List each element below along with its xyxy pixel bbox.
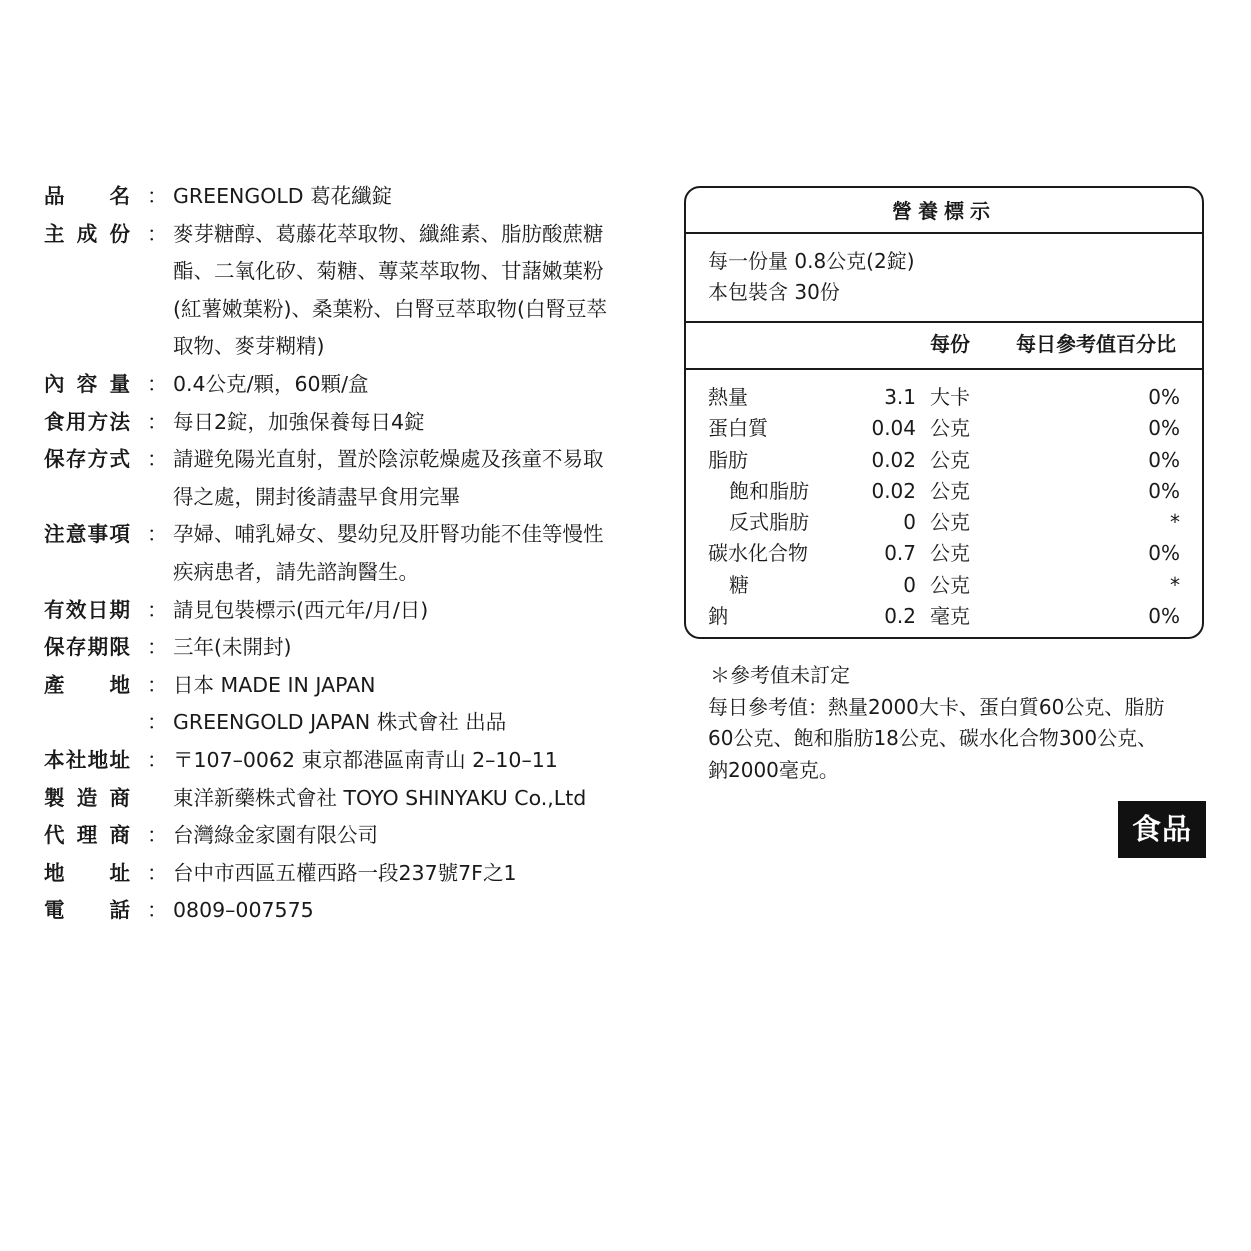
nutrient-name: 飽和脂肪 (729, 478, 809, 503)
spec-row (44, 592, 644, 630)
spec-row (44, 178, 644, 216)
star-footnote: ＊參考值未訂定 (710, 663, 850, 687)
spec-value: 三年(未開封) (173, 635, 292, 660)
nutrient-amount: 0 (903, 572, 916, 597)
nutrient-unit: 毫克 (930, 604, 970, 629)
spec-row (44, 441, 644, 516)
spec-value: 台中市西區五權西路一段237號7F之1 (173, 860, 517, 885)
nutrient-daily-value: * (1170, 572, 1180, 597)
spec-row (44, 667, 644, 705)
nutrient-amount: 0.02 (871, 478, 916, 503)
spec-colon: ： (147, 823, 168, 848)
spec-label: 製 造 商 (44, 785, 130, 810)
serving-size: 每一份量 0.8公克(2錠) (708, 249, 915, 273)
nutrient-unit: 大卡 (930, 385, 970, 409)
spec-row (44, 216, 644, 366)
spec-row (44, 704, 644, 742)
nutrient-amount: 0.7 (884, 541, 916, 566)
spec-value: 東洋新藥株式會社 TOYO SHINYAKU Co.,Ltd (173, 785, 587, 810)
spec-colon: ： (147, 898, 168, 923)
nutrient-name: 熱量 (708, 385, 748, 409)
nutrient-name: 碳水化合物 (708, 541, 808, 566)
nutrient-row (708, 507, 1180, 538)
nutrient-unit: 公克 (930, 478, 970, 503)
col-header-daily-value: 每日參考值百分比 (1016, 332, 1176, 356)
daily-reference-note: 每日參考值：熱量2000大卡、蛋白質60公克、脂肪 60公克、飽和脂肪18公克、碳水化合物300公克、 鈉2000毫克。 (708, 694, 1165, 782)
spec-colon: ： (147, 184, 168, 208)
nutrient-name: 鈉 (708, 604, 728, 629)
divider (686, 232, 1202, 234)
nutrient-row (708, 382, 1180, 413)
spec-label: 主 成 份 (44, 221, 130, 246)
spec-colon: ： (147, 672, 168, 697)
nutrient-daily-value: * (1170, 510, 1180, 535)
nutrient-amount: 0.04 (871, 416, 916, 441)
nutrient-name: 蛋白質 (708, 416, 768, 441)
spec-colon: ： (147, 747, 168, 772)
divider (686, 368, 1202, 370)
spec-label: 代 理 商 (44, 823, 130, 848)
nutrient-row (708, 445, 1180, 476)
spec-value: 〒107–0062 東京都港區南青山 2–10–11 (173, 747, 558, 772)
spec-label: 品 名 (44, 184, 130, 208)
spec-row (44, 516, 644, 591)
spec-label: 內 容 量 (44, 371, 130, 396)
nutrient-unit: 公克 (930, 572, 970, 597)
spec-row (44, 892, 644, 930)
nutrient-unit: 公克 (930, 541, 970, 566)
spec-colon: ： (147, 522, 168, 547)
nutrient-amount: 0 (903, 510, 916, 535)
spec-colon: ： (147, 409, 168, 434)
spec-colon: ： (147, 447, 168, 472)
nutrient-amount: 0.02 (871, 447, 916, 472)
spec-label: 保 存 期 限 (44, 635, 130, 660)
spec-value: 日本 MADE IN JAPAN (173, 672, 376, 697)
nutrient-row (708, 601, 1180, 632)
spec-value: 請見包裝標示(西元年/月/日) (173, 597, 429, 622)
serving-info (708, 246, 915, 308)
nutrient-name: 糖 (729, 572, 749, 597)
nutrient-daily-value: 0% (1148, 541, 1180, 566)
nutrient-list (708, 382, 1180, 632)
spec-row (44, 855, 644, 893)
spec-label: 地 址 (44, 860, 130, 885)
spec-label: 食 用 方 法 (44, 409, 130, 434)
nutrient-daily-value: 0% (1148, 604, 1180, 629)
spec-row (44, 404, 644, 442)
spec-value: 0.4公克/顆，60顆/盒 (173, 371, 369, 396)
nutrient-amount: 3.1 (884, 385, 916, 409)
spec-colon: ： (147, 221, 168, 246)
nutrition-notes (708, 660, 1208, 786)
nutrient-row (708, 413, 1180, 444)
product-spec-list (44, 178, 644, 930)
spec-label: 注 意 事 項 (44, 522, 130, 547)
nutrient-unit: 公克 (930, 416, 970, 441)
nutrient-daily-value: 0% (1148, 385, 1180, 409)
spec-colon: ： (147, 597, 168, 622)
spec-value: 0809–007575 (173, 898, 314, 923)
nutrient-unit: 公克 (930, 447, 970, 472)
spec-row (44, 629, 644, 667)
spec-label: 有 效 日 期 (44, 597, 130, 622)
spec-label: 保 存 方 式 (44, 447, 130, 472)
food-badge: 食品 (1118, 801, 1206, 858)
nutrient-name: 反式脂肪 (729, 510, 809, 535)
spec-row (44, 780, 644, 818)
spec-value: 麥芽糖醇、葛藤花萃取物、纖維素、脂肪酸蔗糖 酯、二氧化矽、菊糖、蓴菜萃取物、甘藷嫩葉粉 (紅薯嫩葉粉)、桑葉粉、白腎豆萃取物(白腎豆萃 取物、麥芽糊精) (173, 221, 607, 359)
col-header-per-serving: 每份 (930, 332, 970, 356)
spec-colon: ： (147, 371, 168, 396)
spec-label: 產 地 (44, 672, 130, 697)
nutrient-daily-value: 0% (1148, 478, 1180, 503)
spec-value: 台灣綠金家園有限公司 (173, 823, 378, 848)
spec-row (44, 742, 644, 780)
spec-colon: ： (147, 710, 168, 735)
spec-value: 請避免陽光直射，置於陰涼乾燥處及孩童不易取 得之處，開封後請盡早食用完畢 (173, 447, 604, 509)
spec-value: 孕婦、哺乳婦女、嬰幼兒及肝腎功能不佳等慢性 疾病患者，請先諮詢醫生。 (173, 522, 604, 584)
spec-value: GREENGOLD JAPAN 株式會社 出品 (173, 710, 507, 735)
spec-colon: ： (147, 635, 168, 660)
divider (686, 321, 1202, 323)
spec-value: GREENGOLD 葛花纖錠 (173, 184, 393, 208)
spec-value: 每日2錠，加強保養每日4錠 (173, 409, 425, 434)
nutrient-daily-value: 0% (1148, 447, 1180, 472)
spec-colon: ： (147, 860, 168, 885)
servings-per-pack: 本包裝含 30份 (708, 280, 840, 304)
spec-row (44, 817, 644, 855)
nutrient-unit: 公克 (930, 510, 970, 535)
nutrient-daily-value: 0% (1148, 416, 1180, 441)
spec-label: 電 話 (44, 898, 130, 923)
nutrient-row (708, 476, 1180, 507)
nutrient-name: 脂肪 (708, 447, 748, 472)
nutrition-title: 營養標示 (892, 199, 996, 223)
spec-row (44, 366, 644, 404)
spec-label: 本 社 地 址 (44, 747, 130, 772)
nutrient-amount: 0.2 (884, 604, 916, 629)
nutrition-facts-panel (684, 186, 1204, 639)
nutrient-row (708, 538, 1180, 569)
nutrient-row (708, 570, 1180, 601)
